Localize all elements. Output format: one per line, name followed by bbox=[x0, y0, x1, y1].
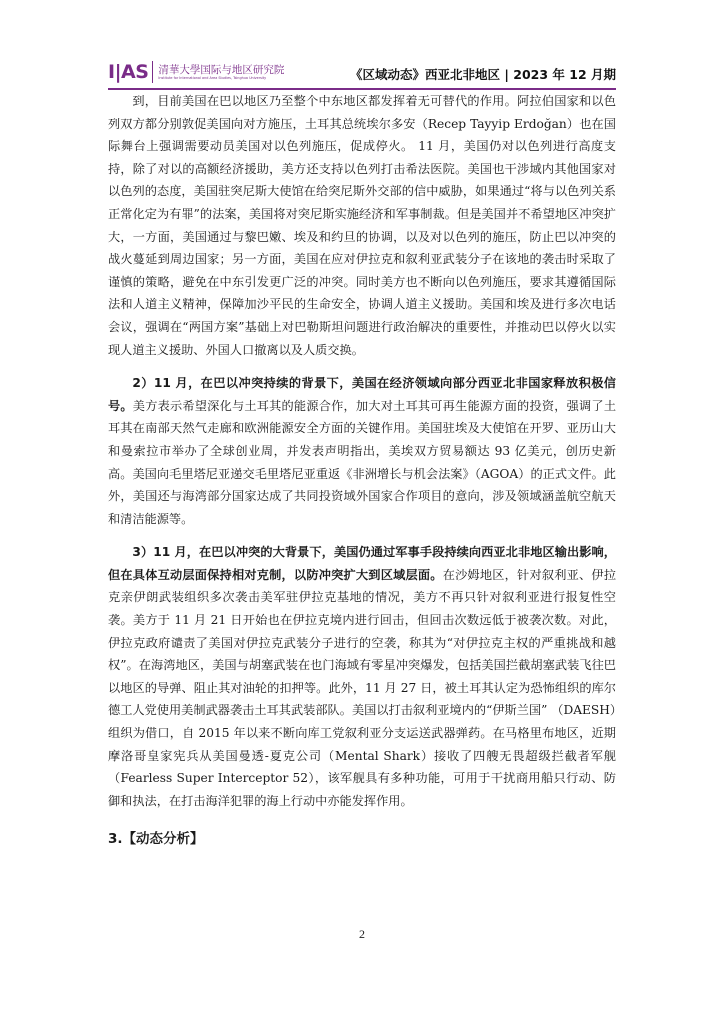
page-number: 2 bbox=[359, 927, 365, 941]
paragraph-text: 在沙姆地区，针对叙利亚、伊拉克亲伊朗武装组织多次袭击美军驻伊拉克基地的情况，美方不再只针对叙利亚进行报复性空袭。美方于 11 月 21 日开始也在伊拉克境内进行回击，但回击次数远低于被袭次数。对此，伊拉克政府谴责了美国对伊拉克武装分子进行的空袭，称其为“对伊拉克主权的严重挑战和越权”。在海湾地区，美国与胡塞武装在也门海域有零星冲突爆发，包括美国拦截胡塞武装飞往巴以地区的导弹、阻止其对油轮的扣押等。此外，11 月 27 日，被土耳其认定为恐怖组织的库尔德工人党使用美制武器袭击土耳其武装部队。美国以打击叙利亚境内的“伊斯兰国” （DAESH）组织为借口，自 2015 年以来不断向库工党叙利亚分支运送武器弹药。在马格里布地区，近期摩洛哥皇家宪兵从美国曼透-夏克公司（Mental Shark）接收了四艘无畏超级拦截者军舰（Fearless Super Interceptor 52），该军舰具有多种功能，可用于干扰商用船只行动、防御和执法，在打击海洋犯罪的海上行动中亦能发挥作用。 bbox=[108, 567, 617, 808]
iias-logo-mark: I|AS bbox=[108, 61, 149, 83]
paragraph-us-military bbox=[108, 541, 616, 812]
paragraph-us-economy bbox=[108, 372, 616, 530]
logo-text bbox=[158, 64, 284, 81]
paragraph-lead: 3）11 月，在巴以冲突的大背景下，美国仍通过军事手段持续向西亚北非地区输出影响，但在具体互动层面保持相对克制，以防冲突扩大到区域层面。 bbox=[108, 545, 616, 582]
logo-divider bbox=[152, 61, 153, 83]
document-body bbox=[108, 90, 616, 849]
section-heading: 3.【动态分析】 bbox=[108, 831, 204, 848]
institute-logo bbox=[108, 60, 284, 84]
institute-name-cn: 清華大學国际与地区研究院 bbox=[158, 63, 285, 76]
page-header bbox=[108, 56, 616, 90]
paragraph-text: 美方表示希望深化与土耳其的能源合作，加大对土耳其可再生能源方面的投资，强调了土耳其在南部天然气走廊和欧洲能源安全方面的关键作用。美国驻埃及大使馆在开罗、亚历山大和曼索拉市举办了全球创业周，并发表声明指出，美埃双方贸易额达 93 亿美元，创历史新高。美国向毛里塔尼亚递交毛里塔尼亚重返《非洲增长与机会法案》（AGOA）的正式文件。此外，美国还与海湾部分国家达成了共同投资域外国家合作项目的意向，涉及领域涵盖航空航天和清洁能源等。 bbox=[108, 398, 617, 526]
paragraph-us-diplomacy bbox=[108, 90, 616, 361]
institute-name-en: Institute for International and Area Studies, Tsinghua University bbox=[158, 75, 267, 80]
publication-title: 《区域动态》西亚北非地区 | 2023 年 12 月期 bbox=[349, 67, 616, 82]
paragraph-lead: 2）11 月，在巴以冲突持续的背景下，美国在经济领域向部分西亚北非国家释放积极信号。 bbox=[108, 376, 616, 413]
paragraph-text: 到，目前美国在巴以地区乃至整个中东地区都发挥着无可替代的作用。阿拉伯国家和以色列双方都分别敦促美国向对方施压，土耳其总统埃尔多安（Recep Tayyip Erdoğan）也在国际舞台上强调需要动员美国对以色列施压，促成停火。 11 月，美国仍对以色列进行高度支持，除了对以的高额经济援助，美方还支持以色列打击希法医院。美国也干涉域内其他国家对以色列的态度，美国驻突尼斯大使馆在给突尼斯外交部的信中威胁，如果通过“将与以色列关系正常化定为有罪”的法案，美国将对突尼斯实施经济和军事制裁。但是美国并不希望地区冲突扩大，一方面，美国通过与黎巴嫩、埃及和约旦的协调，以及对以色列的施压，防止巴以冲突的战火蔓延到周边国家；另一方面，美国在应对伊拉克和叙利亚武装分子在该地的袭击时采取了谨慎的策略，避免在中东引发更广泛的冲突。同时美方也不断向以色列施压，要求其遵循国际法和人道主义精神，保障加沙平民的生命安全，协调人道主义援助。美国和埃及进行多次电话会议，强调在“两国方案”基础上对巴勒斯坦问题进行政治解决的重要性，并推动巴以停火以实现人道主义援助、外国人口撤离以及人质交换。 bbox=[108, 94, 616, 357]
